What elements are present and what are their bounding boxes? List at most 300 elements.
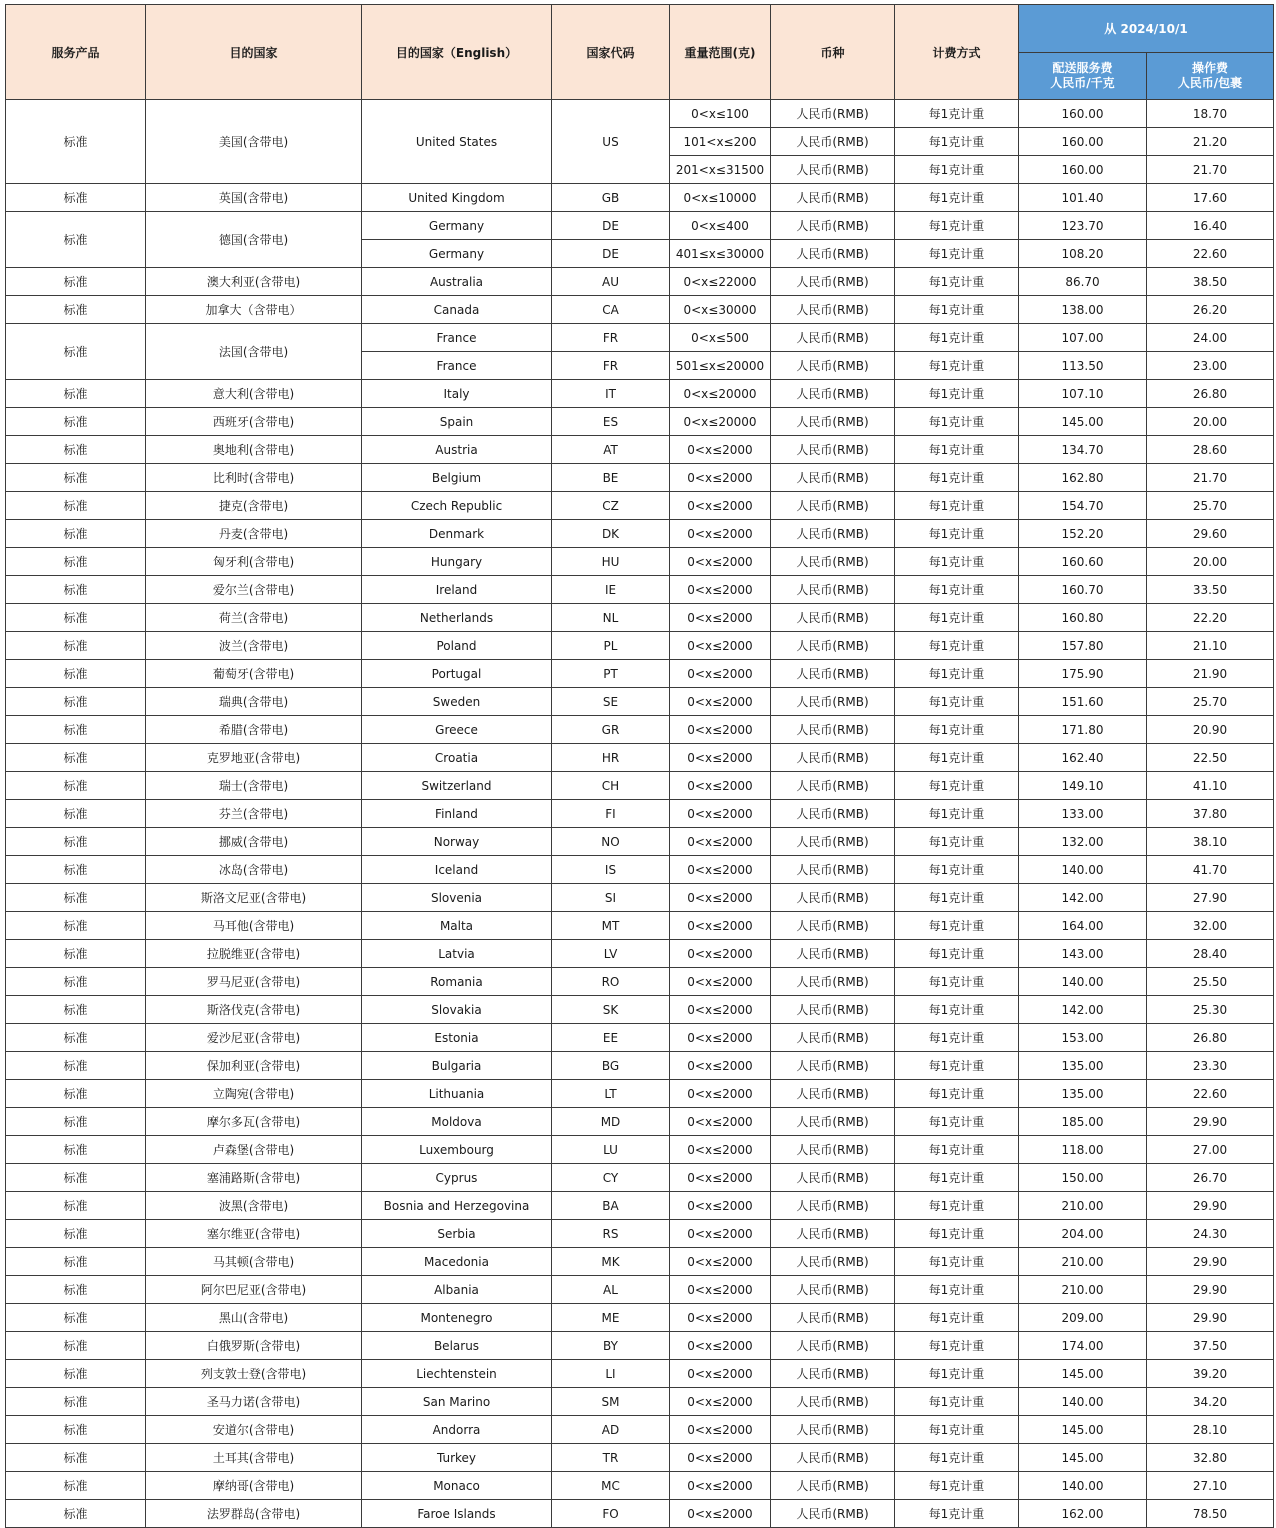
country-en-cell: Luxembourg: [362, 1136, 552, 1164]
table-row: [6, 492, 1274, 520]
country-en-cell: Croatia: [362, 744, 552, 772]
table-row: [6, 912, 1274, 940]
col-header-delivery-fee: [1019, 53, 1147, 100]
country-cn-cell: 爱沙尼亚(含带电): [146, 1024, 362, 1052]
country-cn-cell: 瑞士(含带电): [146, 772, 362, 800]
country-en-cell: France: [362, 324, 552, 352]
currency-cell: 人民币(RMB): [771, 408, 895, 436]
delivery-fee-cell: 210.00: [1019, 1248, 1147, 1276]
delivery-fee-cell: 160.70: [1019, 576, 1147, 604]
operation-fee-cell: 21.90: [1147, 660, 1274, 688]
currency-cell: 人民币(RMB): [771, 548, 895, 576]
country-cn-cell: 塞浦路斯(含带电): [146, 1164, 362, 1192]
country-en-cell: Romania: [362, 968, 552, 996]
country-en-cell: Bulgaria: [362, 1052, 552, 1080]
table-row: [6, 1388, 1274, 1416]
billing-method-cell: 每1克计重: [895, 1416, 1019, 1444]
country-en-cell: Portugal: [362, 660, 552, 688]
currency-cell: 人民币(RMB): [771, 520, 895, 548]
billing-method-cell: 每1克计重: [895, 1220, 1019, 1248]
country-en-cell: France: [362, 352, 552, 380]
country-code-cell: LV: [552, 940, 670, 968]
country-en-cell: Sweden: [362, 688, 552, 716]
service-product-cell: 标准: [6, 408, 146, 436]
table-row: [6, 1192, 1274, 1220]
service-product-cell: 标准: [6, 296, 146, 324]
country-cn-cell: 斯洛伐克(含带电): [146, 996, 362, 1024]
delivery-fee-cell: 145.00: [1019, 1444, 1147, 1472]
delivery-fee-cell: 150.00: [1019, 1164, 1147, 1192]
billing-method-cell: 每1克计重: [895, 380, 1019, 408]
country-cn-cell: 立陶宛(含带电): [146, 1080, 362, 1108]
country-code-cell: MT: [552, 912, 670, 940]
table-row: [6, 1500, 1274, 1528]
billing-method-cell: 每1克计重: [895, 744, 1019, 772]
delivery-fee-cell: 210.00: [1019, 1192, 1147, 1220]
weight-range-cell: 0<x≤30000: [670, 296, 771, 324]
col-header-billing-method: 计费方式: [895, 5, 1019, 100]
weight-range-cell: 0<x≤22000: [670, 268, 771, 296]
country-code-cell: LI: [552, 1360, 670, 1388]
country-en-cell: Finland: [362, 800, 552, 828]
country-code-cell: US: [552, 100, 670, 184]
currency-cell: 人民币(RMB): [771, 464, 895, 492]
currency-cell: 人民币(RMB): [771, 268, 895, 296]
weight-range-cell: 0<x≤2000: [670, 1108, 771, 1136]
country-cn-cell: 卢森堡(含带电): [146, 1136, 362, 1164]
delivery-fee-cell: 138.00: [1019, 296, 1147, 324]
country-code-cell: GR: [552, 716, 670, 744]
country-code-cell: CY: [552, 1164, 670, 1192]
weight-range-cell: 0<x≤2000: [670, 856, 771, 884]
operation-fee-cell: 16.40: [1147, 212, 1274, 240]
table-row: [6, 1164, 1274, 1192]
table-row: [6, 184, 1274, 212]
currency-cell: 人民币(RMB): [771, 1108, 895, 1136]
table-row: [6, 408, 1274, 436]
delivery-fee-cell: 113.50: [1019, 352, 1147, 380]
country-code-cell: PT: [552, 660, 670, 688]
currency-cell: 人民币(RMB): [771, 492, 895, 520]
country-cn-cell: 比利时(含带电): [146, 464, 362, 492]
country-en-cell: Ireland: [362, 576, 552, 604]
country-cn-cell: 英国(含带电): [146, 184, 362, 212]
weight-range-cell: 0<x≤2000: [670, 1444, 771, 1472]
table-row: [6, 1248, 1274, 1276]
operation-fee-cell: 39.20: [1147, 1360, 1274, 1388]
weight-range-cell: 0<x≤20000: [670, 408, 771, 436]
country-en-cell: Austria: [362, 436, 552, 464]
service-product-cell: 标准: [6, 940, 146, 968]
table-row: [6, 660, 1274, 688]
currency-cell: 人民币(RMB): [771, 1192, 895, 1220]
service-product-cell: 标准: [6, 212, 146, 268]
currency-cell: 人民币(RMB): [771, 772, 895, 800]
country-code-cell: CA: [552, 296, 670, 324]
country-en-cell: Denmark: [362, 520, 552, 548]
operation-fee-cell: 20.00: [1147, 408, 1274, 436]
weight-range-cell: 0<x≤2000: [670, 1304, 771, 1332]
billing-method-cell: 每1克计重: [895, 1192, 1019, 1220]
table-row: [6, 436, 1274, 464]
country-code-cell: BE: [552, 464, 670, 492]
service-product-cell: 标准: [6, 772, 146, 800]
shipping-rate-table: [5, 4, 1274, 1528]
delivery-fee-cell: 162.80: [1019, 464, 1147, 492]
country-cn-cell: 澳大利亚(含带电): [146, 268, 362, 296]
country-code-cell: DK: [552, 520, 670, 548]
billing-method-cell: 每1克计重: [895, 212, 1019, 240]
country-cn-cell: 法罗群岛(含带电): [146, 1500, 362, 1528]
country-en-cell: San Marino: [362, 1388, 552, 1416]
billing-method-cell: 每1克计重: [895, 1024, 1019, 1052]
operation-fee-cell: 41.70: [1147, 856, 1274, 884]
country-en-cell: Belgium: [362, 464, 552, 492]
country-en-cell: Faroe Islands: [362, 1500, 552, 1528]
operation-fee-cell: 21.20: [1147, 128, 1274, 156]
operation-fee-cell: 22.50: [1147, 744, 1274, 772]
weight-range-cell: 0<x≤2000: [670, 1220, 771, 1248]
weight-range-cell: 201<x≤31500: [670, 156, 771, 184]
operation-fee-cell: 25.50: [1147, 968, 1274, 996]
weight-range-cell: 0<x≤2000: [670, 1276, 771, 1304]
country-cn-cell: 黑山(含带电): [146, 1304, 362, 1332]
currency-cell: 人民币(RMB): [771, 1388, 895, 1416]
weight-range-cell: 0<x≤2000: [670, 828, 771, 856]
billing-method-cell: 每1克计重: [895, 1080, 1019, 1108]
delivery-fee-cell: 152.20: [1019, 520, 1147, 548]
col-header-country-code: 国家代码: [552, 5, 670, 100]
currency-cell: 人民币(RMB): [771, 1164, 895, 1192]
country-en-cell: Slovenia: [362, 884, 552, 912]
service-product-cell: 标准: [6, 744, 146, 772]
service-product-cell: 标准: [6, 604, 146, 632]
table-row: [6, 576, 1274, 604]
country-cn-cell: 圣马力诺(含带电): [146, 1388, 362, 1416]
country-cn-cell: 德国(含带电): [146, 212, 362, 268]
currency-cell: 人民币(RMB): [771, 1304, 895, 1332]
country-cn-cell: 捷克(含带电): [146, 492, 362, 520]
country-en-cell: Hungary: [362, 548, 552, 576]
table-row: [6, 856, 1274, 884]
operation-fee-cell: 22.60: [1147, 240, 1274, 268]
operation-fee-cell: 29.90: [1147, 1276, 1274, 1304]
weight-range-cell: 0<x≤2000: [670, 492, 771, 520]
currency-cell: 人民币(RMB): [771, 1024, 895, 1052]
weight-range-cell: 0<x≤2000: [670, 800, 771, 828]
operation-fee-cell: 29.90: [1147, 1192, 1274, 1220]
delivery-fee-cell: 86.70: [1019, 268, 1147, 296]
country-en-cell: Italy: [362, 380, 552, 408]
country-code-cell: HU: [552, 548, 670, 576]
table-row: [6, 1444, 1274, 1472]
country-en-cell: United Kingdom: [362, 184, 552, 212]
table-row: [6, 1416, 1274, 1444]
delivery-fee-cell: 145.00: [1019, 1360, 1147, 1388]
effective-date-header: 从 2024/10/1: [1019, 5, 1274, 53]
operation-fee-cell: 27.00: [1147, 1136, 1274, 1164]
weight-range-cell: 0<x≤2000: [670, 1388, 771, 1416]
currency-cell: 人民币(RMB): [771, 100, 895, 128]
country-en-cell: Serbia: [362, 1220, 552, 1248]
country-en-cell: Latvia: [362, 940, 552, 968]
operation-fee-cell: 28.60: [1147, 436, 1274, 464]
weight-range-cell: 0<x≤2000: [670, 632, 771, 660]
billing-method-cell: 每1克计重: [895, 1472, 1019, 1500]
service-product-cell: 标准: [6, 660, 146, 688]
operation-fee-cell: 41.10: [1147, 772, 1274, 800]
currency-cell: 人民币(RMB): [771, 1444, 895, 1472]
delivery-fee-cell: 160.60: [1019, 548, 1147, 576]
currency-cell: 人民币(RMB): [771, 352, 895, 380]
currency-cell: 人民币(RMB): [771, 1136, 895, 1164]
country-cn-cell: 塞尔维亚(含带电): [146, 1220, 362, 1248]
table-row: [6, 1332, 1274, 1360]
country-code-cell: AD: [552, 1416, 670, 1444]
country-code-cell: MK: [552, 1248, 670, 1276]
country-code-cell: IS: [552, 856, 670, 884]
col-header-dest-country: 目的国家: [146, 5, 362, 100]
currency-cell: 人民币(RMB): [771, 800, 895, 828]
currency-cell: 人民币(RMB): [771, 884, 895, 912]
country-cn-cell: 法国(含带电): [146, 324, 362, 380]
delivery-fee-cell: 174.00: [1019, 1332, 1147, 1360]
billing-method-cell: 每1克计重: [895, 968, 1019, 996]
billing-method-cell: 每1克计重: [895, 436, 1019, 464]
weight-range-cell: 0<x≤2000: [670, 688, 771, 716]
country-cn-cell: 斯洛文尼亚(含带电): [146, 884, 362, 912]
table-row: [6, 296, 1274, 324]
delivery-fee-cell: 142.00: [1019, 996, 1147, 1024]
weight-range-cell: 0<x≤2000: [670, 1500, 771, 1528]
delivery-fee-cell: 209.00: [1019, 1304, 1147, 1332]
service-product-cell: 标准: [6, 884, 146, 912]
table-row: [6, 1472, 1274, 1500]
country-cn-cell: 白俄罗斯(含带电): [146, 1332, 362, 1360]
service-product-cell: 标准: [6, 828, 146, 856]
country-en-cell: Poland: [362, 632, 552, 660]
weight-range-cell: 0<x≤2000: [670, 464, 771, 492]
currency-cell: 人民币(RMB): [771, 828, 895, 856]
table-row: [6, 324, 1274, 352]
country-cn-cell: 荷兰(含带电): [146, 604, 362, 632]
country-cn-cell: 波兰(含带电): [146, 632, 362, 660]
currency-cell: 人民币(RMB): [771, 380, 895, 408]
billing-method-cell: 每1克计重: [895, 604, 1019, 632]
table-row: [6, 520, 1274, 548]
table-row: [6, 1108, 1274, 1136]
billing-method-cell: 每1克计重: [895, 912, 1019, 940]
table-row: [6, 744, 1274, 772]
country-code-cell: ES: [552, 408, 670, 436]
weight-range-cell: 0<x≤20000: [670, 380, 771, 408]
country-code-cell: GB: [552, 184, 670, 212]
currency-cell: 人民币(RMB): [771, 1332, 895, 1360]
country-cn-cell: 土耳其(含带电): [146, 1444, 362, 1472]
service-product-cell: 标准: [6, 716, 146, 744]
billing-method-cell: 每1克计重: [895, 1136, 1019, 1164]
service-product-cell: 标准: [6, 800, 146, 828]
country-cn-cell: 马耳他(含带电): [146, 912, 362, 940]
billing-method-cell: 每1克计重: [895, 1052, 1019, 1080]
service-product-cell: 标准: [6, 380, 146, 408]
billing-method-cell: 每1克计重: [895, 240, 1019, 268]
billing-method-cell: 每1克计重: [895, 1276, 1019, 1304]
country-cn-cell: 爱尔兰(含带电): [146, 576, 362, 604]
weight-range-cell: 0<x≤500: [670, 324, 771, 352]
weight-range-cell: 0<x≤400: [670, 212, 771, 240]
delivery-fee-cell: 140.00: [1019, 968, 1147, 996]
table-row: [6, 380, 1274, 408]
country-en-cell: Canada: [362, 296, 552, 324]
country-cn-cell: 马其顿(含带电): [146, 1248, 362, 1276]
delivery-fee-cell: 134.70: [1019, 436, 1147, 464]
service-product-cell: 标准: [6, 1108, 146, 1136]
operation-fee-cell: 21.10: [1147, 632, 1274, 660]
currency-cell: 人民币(RMB): [771, 912, 895, 940]
weight-range-cell: 0<x≤2000: [670, 1164, 771, 1192]
table-row: [6, 268, 1274, 296]
country-cn-cell: 克罗地亚(含带电): [146, 744, 362, 772]
operation-fee-cell: 32.00: [1147, 912, 1274, 940]
billing-method-cell: 每1克计重: [895, 184, 1019, 212]
service-product-cell: 标准: [6, 1192, 146, 1220]
operation-fee-unit: 人民币/包裹: [1177, 76, 1243, 90]
col-header-weight-range: 重量范围(克): [670, 5, 771, 100]
country-code-cell: BG: [552, 1052, 670, 1080]
table-row: [6, 1052, 1274, 1080]
country-code-cell: NL: [552, 604, 670, 632]
weight-range-cell: 0<x≤2000: [670, 968, 771, 996]
country-cn-cell: 丹麦(含带电): [146, 520, 362, 548]
country-en-cell: Bosnia and Herzegovina: [362, 1192, 552, 1220]
weight-range-cell: 0<x≤2000: [670, 716, 771, 744]
delivery-fee-cell: 140.00: [1019, 856, 1147, 884]
operation-fee-cell: 24.00: [1147, 324, 1274, 352]
delivery-fee-cell: 145.00: [1019, 1416, 1147, 1444]
billing-method-cell: 每1克计重: [895, 1248, 1019, 1276]
country-en-cell: Switzerland: [362, 772, 552, 800]
operation-fee-cell: 26.70: [1147, 1164, 1274, 1192]
country-en-cell: Monaco: [362, 1472, 552, 1500]
table-row: [6, 1304, 1274, 1332]
service-product-cell: 标准: [6, 1080, 146, 1108]
country-en-cell: Norway: [362, 828, 552, 856]
country-code-cell: CH: [552, 772, 670, 800]
service-product-cell: 标准: [6, 1444, 146, 1472]
currency-cell: 人民币(RMB): [771, 156, 895, 184]
country-cn-cell: 芬兰(含带电): [146, 800, 362, 828]
delivery-fee-title: 配送服务费: [1052, 61, 1113, 75]
operation-fee-cell: 33.50: [1147, 576, 1274, 604]
delivery-fee-cell: 210.00: [1019, 1276, 1147, 1304]
service-product-cell: 标准: [6, 1248, 146, 1276]
country-en-cell: Andorra: [362, 1416, 552, 1444]
billing-method-cell: 每1克计重: [895, 408, 1019, 436]
delivery-fee-cell: 204.00: [1019, 1220, 1147, 1248]
table-row: [6, 884, 1274, 912]
currency-cell: 人民币(RMB): [771, 184, 895, 212]
country-code-cell: AL: [552, 1276, 670, 1304]
country-code-cell: SI: [552, 884, 670, 912]
weight-range-cell: 0<x≤2000: [670, 912, 771, 940]
delivery-fee-cell: 143.00: [1019, 940, 1147, 968]
country-cn-cell: 安道尔(含带电): [146, 1416, 362, 1444]
service-product-cell: 标准: [6, 520, 146, 548]
country-cn-cell: 西班牙(含带电): [146, 408, 362, 436]
currency-cell: 人民币(RMB): [771, 940, 895, 968]
country-code-cell: AU: [552, 268, 670, 296]
country-cn-cell: 葡萄牙(含带电): [146, 660, 362, 688]
country-en-cell: Belarus: [362, 1332, 552, 1360]
billing-method-cell: 每1克计重: [895, 856, 1019, 884]
table-row: [6, 1024, 1274, 1052]
billing-method-cell: 每1克计重: [895, 996, 1019, 1024]
weight-range-cell: 0<x≤2000: [670, 1192, 771, 1220]
operation-fee-cell: 20.90: [1147, 716, 1274, 744]
billing-method-cell: 每1克计重: [895, 828, 1019, 856]
service-product-cell: 标准: [6, 968, 146, 996]
service-product-cell: 标准: [6, 632, 146, 660]
currency-cell: 人民币(RMB): [771, 968, 895, 996]
table-row: [6, 828, 1274, 856]
billing-method-cell: 每1克计重: [895, 296, 1019, 324]
country-code-cell: IE: [552, 576, 670, 604]
weight-range-cell: 0<x≤2000: [670, 1472, 771, 1500]
operation-fee-cell: 25.70: [1147, 688, 1274, 716]
currency-cell: 人民币(RMB): [771, 240, 895, 268]
operation-fee-cell: 37.80: [1147, 800, 1274, 828]
billing-method-cell: 每1克计重: [895, 352, 1019, 380]
table-row: [6, 940, 1274, 968]
country-en-cell: Macedonia: [362, 1248, 552, 1276]
operation-fee-cell: 26.80: [1147, 380, 1274, 408]
service-product-cell: 标准: [6, 576, 146, 604]
weight-range-cell: 0<x≤2000: [670, 1360, 771, 1388]
operation-fee-cell: 38.50: [1147, 268, 1274, 296]
country-en-cell: Germany: [362, 212, 552, 240]
operation-fee-title: 操作费: [1191, 61, 1228, 75]
service-product-cell: 标准: [6, 1220, 146, 1248]
operation-fee-cell: 22.60: [1147, 1080, 1274, 1108]
service-product-cell: 标准: [6, 492, 146, 520]
country-en-cell: Australia: [362, 268, 552, 296]
country-cn-cell: 意大利(含带电): [146, 380, 362, 408]
billing-method-cell: 每1克计重: [895, 520, 1019, 548]
service-product-cell: 标准: [6, 100, 146, 184]
operation-fee-cell: 28.40: [1147, 940, 1274, 968]
operation-fee-cell: 23.00: [1147, 352, 1274, 380]
country-en-cell: Montenegro: [362, 1304, 552, 1332]
operation-fee-cell: 29.90: [1147, 1248, 1274, 1276]
country-code-cell: SK: [552, 996, 670, 1024]
country-code-cell: FO: [552, 1500, 670, 1528]
weight-range-cell: 0<x≤2000: [670, 1080, 771, 1108]
currency-cell: 人民币(RMB): [771, 212, 895, 240]
delivery-fee-cell: 151.60: [1019, 688, 1147, 716]
country-code-cell: CZ: [552, 492, 670, 520]
weight-range-cell: 0<x≤2000: [670, 1136, 771, 1164]
service-product-cell: 标准: [6, 996, 146, 1024]
country-en-cell: Moldova: [362, 1108, 552, 1136]
operation-fee-cell: 29.90: [1147, 1108, 1274, 1136]
country-code-cell: IT: [552, 380, 670, 408]
currency-cell: 人民币(RMB): [771, 1080, 895, 1108]
table-row: [6, 800, 1274, 828]
currency-cell: 人民币(RMB): [771, 296, 895, 324]
country-code-cell: FI: [552, 800, 670, 828]
weight-range-cell: 501≤x≤20000: [670, 352, 771, 380]
